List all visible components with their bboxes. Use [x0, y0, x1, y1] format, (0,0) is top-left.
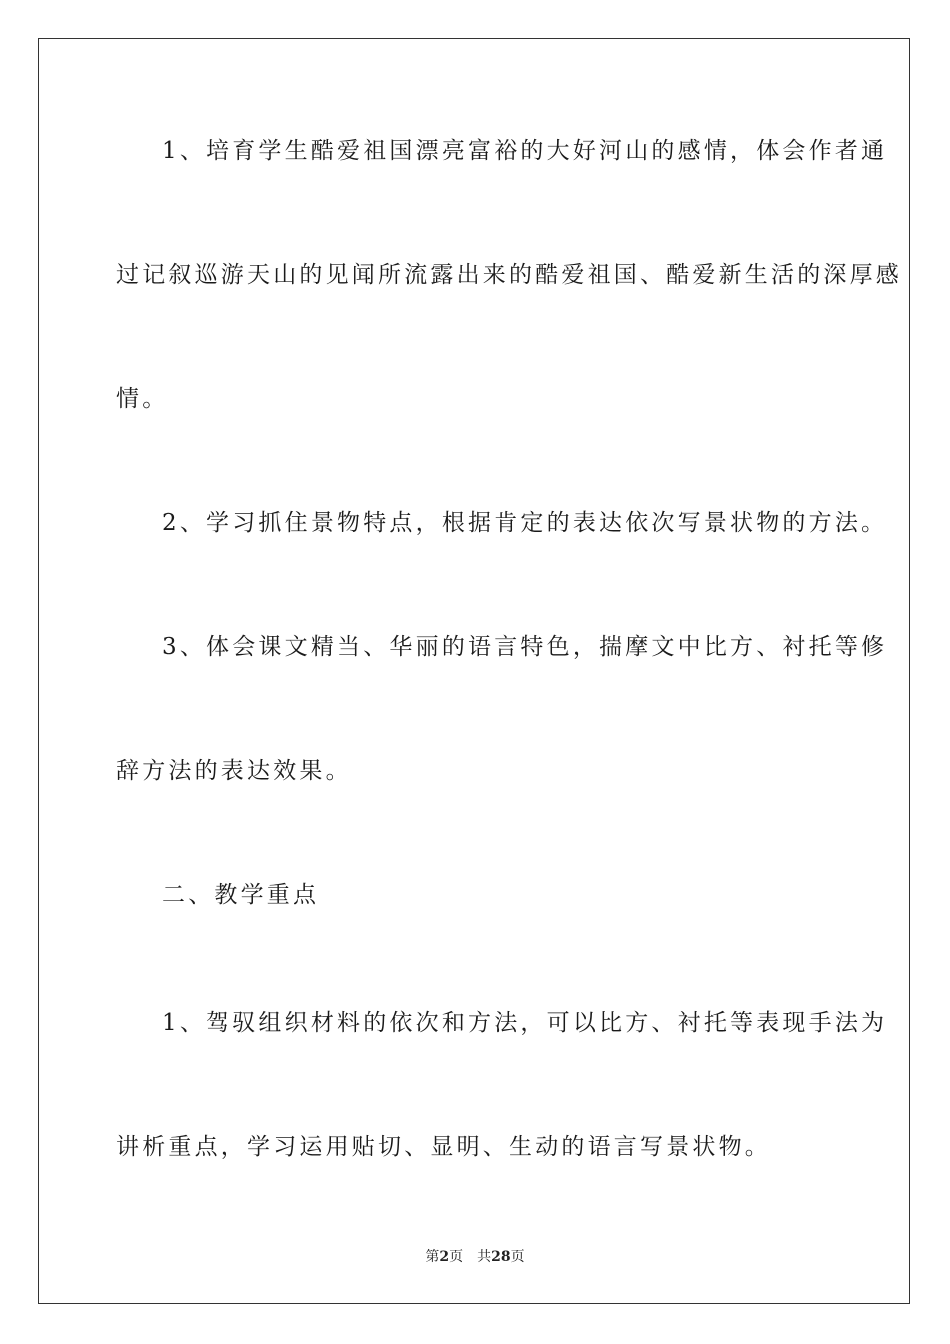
page-footer	[0, 1246, 950, 1266]
paragraph-3-line-2: 辞方法的表达效果。	[116, 758, 352, 784]
footer-total-pages: 28	[491, 1249, 511, 1265]
paragraph-2: 2、学习抓住景物特点，根据肯定的表达依次写景状物的方法。	[162, 510, 888, 536]
paragraph-4-line-1: 1、驾驭组织材料的依次和方法，可以比方、衬托等表现手法为	[162, 1010, 888, 1036]
footer-page-number: 2	[439, 1249, 450, 1265]
footer-total-suffix: 页	[510, 1249, 525, 1265]
footer-total-prefix: 共	[477, 1249, 492, 1265]
page-border	[38, 38, 910, 1304]
paragraph-3-line-1: 3、体会课文精当、华丽的语言特色，揣摩文中比方、衬托等修	[162, 634, 888, 660]
paragraph-1-line-2: 过记叙巡游天山的见闻所流露出来的酷爱祖国、酷爱新生活的深厚感	[116, 262, 902, 288]
paragraph-1-line-3: 情。	[116, 386, 169, 412]
paragraph-4-line-2: 讲析重点，学习运用贴切、显明、生动的语言写景状物。	[116, 1134, 771, 1160]
footer-page-prefix: 第	[425, 1249, 440, 1265]
footer-page-suffix: 页	[449, 1249, 464, 1265]
paragraph-1-line-1: 1、培育学生酷爱祖国漂亮富裕的大好河山的感情，体会作者通	[162, 138, 888, 164]
section-heading: 二、教学重点	[162, 882, 320, 908]
